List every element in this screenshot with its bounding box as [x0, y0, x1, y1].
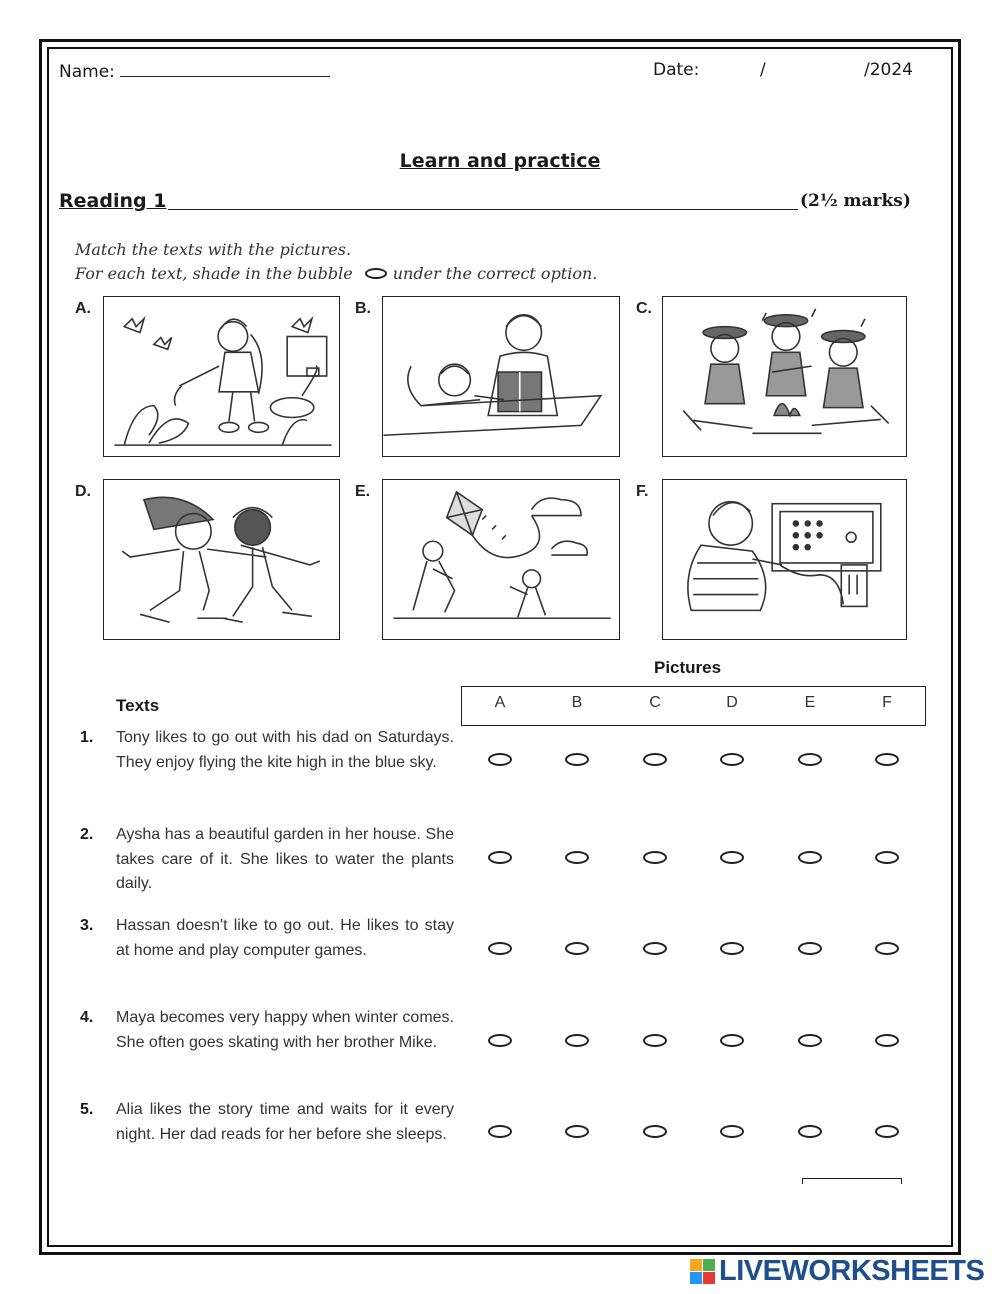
q2-bubble-b[interactable] — [565, 851, 589, 864]
page-border-inner — [47, 47, 953, 1247]
picture-label-e: E. — [355, 483, 371, 500]
picture-e-kite — [382, 479, 620, 640]
q5-bubble-c[interactable] — [643, 1125, 667, 1138]
logo-square-4 — [703, 1272, 715, 1284]
picture-a-garden — [103, 296, 340, 457]
section-marks: (2½ marks) — [800, 191, 911, 211]
q4-bubble-d[interactable] — [720, 1034, 744, 1047]
campfire-illustration — [663, 297, 906, 456]
picture-b-bedtime-story — [382, 296, 620, 457]
name-label: Name: — [59, 62, 115, 82]
picture-c-campfire — [662, 296, 907, 457]
picture-f-computer-games — [662, 479, 907, 640]
texts-heading: Texts — [116, 696, 160, 715]
q4-bubble-e[interactable] — [798, 1034, 822, 1047]
q1-bubble-a[interactable] — [488, 753, 512, 766]
q4-bubble-a[interactable] — [488, 1034, 512, 1047]
q5-bubble-f[interactable] — [875, 1125, 899, 1138]
question-4-text: Maya becomes very happy when winter comes. She often goes skating with her brother Mike. — [116, 1009, 454, 1051]
instruction-line-1: Match the texts with the pictures. — [75, 240, 352, 259]
garden-illustration — [104, 297, 339, 456]
section-label: Reading 1 — [59, 190, 167, 212]
q2-bubble-d[interactable] — [720, 851, 744, 864]
section-title — [59, 190, 166, 212]
liveworksheets-logo — [690, 1255, 984, 1288]
brand-text: LIVEWORKSHEETS — [719, 1255, 985, 1287]
date-year: /2024 — [864, 60, 913, 80]
picture-d-skating — [103, 479, 340, 640]
date-separator: / — [760, 60, 766, 80]
q2-bubble-a[interactable] — [488, 851, 512, 864]
question-5-text: Alia likes the story time and waits for it every night. Her dad reads for her before she sleeps. — [116, 1101, 454, 1143]
question-3-text: Hassan doesn't like to go out. He likes to stay at home and play computer games. — [116, 917, 454, 959]
picture-label-c: C. — [636, 300, 652, 317]
q3-bubble-a[interactable] — [488, 942, 512, 955]
instruction-line-2b: under the correct option. — [392, 264, 598, 283]
q2-bubble-e[interactable] — [798, 851, 822, 864]
instruction-line-2a: For each text, shade in the bubble — [75, 264, 353, 283]
picture-label-f: F. — [636, 483, 649, 500]
instruction-line-2 — [75, 264, 597, 283]
section-underline — [168, 209, 798, 210]
q5-bubble-b[interactable] — [565, 1125, 589, 1138]
q4-bubble-f[interactable] — [875, 1034, 899, 1047]
name-input-line[interactable] — [120, 60, 330, 77]
picture-label-a: A. — [75, 300, 91, 317]
picture-label-d: D. — [75, 483, 91, 500]
q3-bubble-c[interactable] — [643, 942, 667, 955]
name-field — [59, 60, 330, 82]
q1-bubble-f[interactable] — [875, 753, 899, 766]
question-2-text: Aysha has a beautiful garden in her house. She takes care of it. She likes to water the plants daily. — [116, 826, 454, 892]
kite-illustration — [383, 480, 619, 639]
question-5-number: 5. — [80, 1101, 94, 1118]
logo-square-1 — [690, 1259, 702, 1271]
column-e: E — [804, 694, 816, 711]
q4-bubble-b[interactable] — [565, 1034, 589, 1047]
q5-bubble-e[interactable] — [798, 1125, 822, 1138]
column-d: D — [726, 694, 738, 711]
column-b: B — [571, 694, 583, 711]
pictures-heading: Pictures — [654, 658, 722, 677]
q1-bubble-e[interactable] — [798, 753, 822, 766]
column-c: C — [649, 694, 661, 711]
brand-logo-icon — [690, 1259, 716, 1285]
page-title: Learn and practice — [399, 150, 601, 172]
logo-square-2 — [703, 1259, 715, 1271]
q3-bubble-b[interactable] — [565, 942, 589, 955]
q2-bubble-c[interactable] — [643, 851, 667, 864]
bedtime-story-illustration — [383, 297, 619, 456]
q3-bubble-d[interactable] — [720, 942, 744, 955]
q5-bubble-d[interactable] — [720, 1125, 744, 1138]
q1-bubble-c[interactable] — [643, 753, 667, 766]
q1-bubble-d[interactable] — [720, 753, 744, 766]
bubble-icon — [365, 268, 387, 279]
q2-bubble-f[interactable] — [875, 851, 899, 864]
question-1-text: Tony likes to go out with his dad on Saturdays. They enjoy flying the kite high in the blue sky. — [116, 729, 454, 771]
question-4-number: 4. — [80, 1009, 94, 1026]
computer-games-illustration — [663, 480, 906, 639]
q5-bubble-a[interactable] — [488, 1125, 512, 1138]
columns-header-box — [461, 686, 926, 726]
logo-square-3 — [690, 1272, 702, 1284]
q3-bubble-f[interactable] — [875, 942, 899, 955]
column-f: F — [882, 694, 892, 711]
q4-bubble-c[interactable] — [643, 1034, 667, 1047]
score-box — [802, 1178, 902, 1184]
question-2-number: 2. — [80, 826, 94, 843]
picture-label-b: B. — [355, 300, 371, 317]
q3-bubble-e[interactable] — [798, 942, 822, 955]
skating-illustration — [104, 480, 339, 639]
date-label: Date: — [653, 60, 700, 80]
question-3-number: 3. — [80, 917, 94, 934]
q1-bubble-b[interactable] — [565, 753, 589, 766]
column-a: A — [494, 694, 506, 711]
question-1-number: 1. — [80, 729, 94, 746]
